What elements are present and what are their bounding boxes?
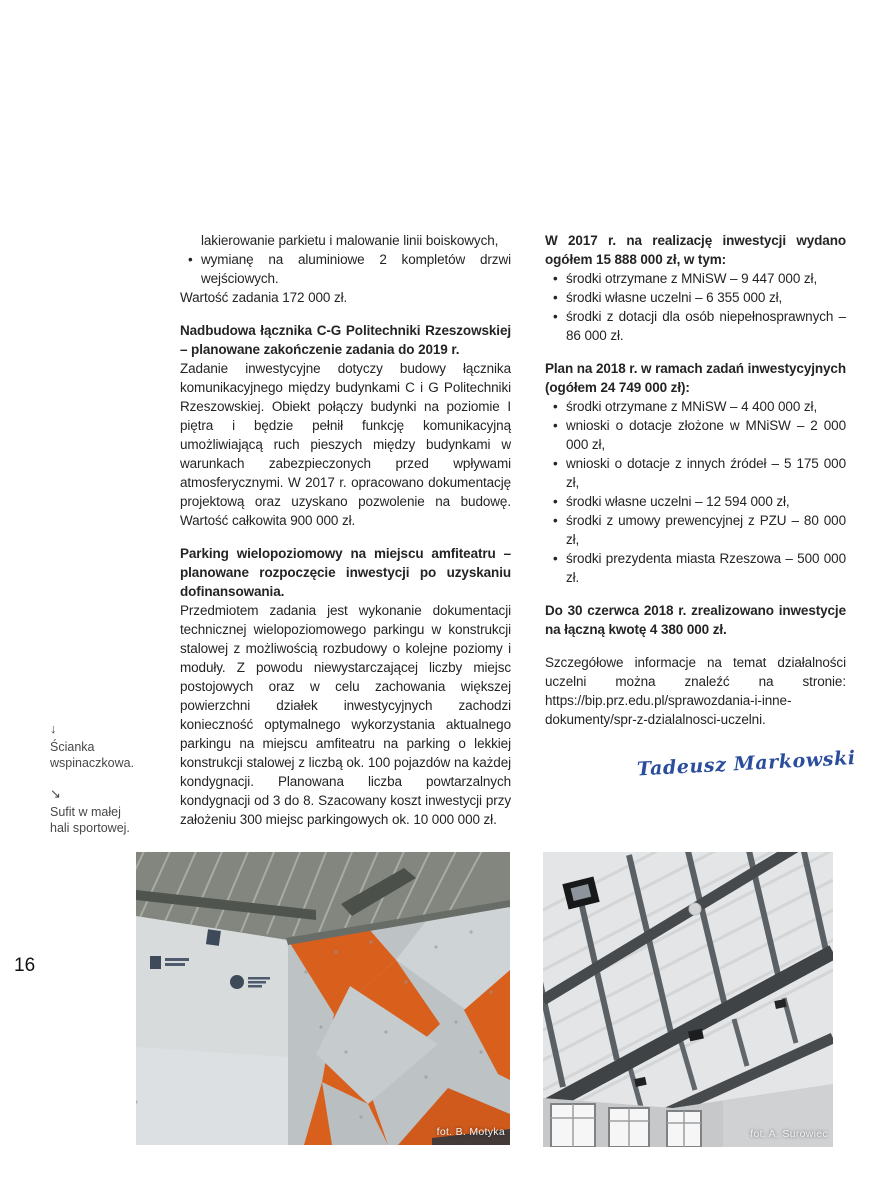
ceiling-illustration (543, 852, 833, 1147)
list-item: • środki otrzymane z MNiSW – 9 447 000 zł, (566, 269, 846, 288)
list-item: • środki z dotacji dla osób niepełnosprawnych – 86 000 zł. (566, 307, 846, 345)
spending-2017-heading: W 2017 r. na realizację inwestycji wydano ogółem 15 888 000 zł, w tym: (545, 233, 846, 267)
photo-credit: fot. A. Surowiec (750, 1128, 828, 1140)
list-item: • środki własne uczelni – 6 355 000 zł, (566, 288, 846, 307)
details-paragraph: Szczegółowe informacje na temat działalności uczelni można znaleźć na stronie: https://bip.prz.edu.pl/sprawozdania-i-inne-dokumenty/spr-z-dzialalnosci-uczelni. (545, 655, 846, 727)
task-value-line: Wartość zadania 172 000 zł. (180, 290, 348, 305)
sports-hall-ceiling-photo (543, 852, 833, 1147)
plan-2018-heading: Plan na 2018 r. w ramach zadań inwestycyjnych (ogółem 24 749 000 zł): (545, 361, 846, 395)
section-body-connector: Zadanie inwestycyjne dotyczy budowy łącznika komunikacyjnego między budynkami C i G Politechniki Rzeszowskiej. Obiekt połączy budynki na poziomie I piętra i będzie pełnił funkcję komunikacyjną umożliwiającą ruch pieszych między budynkami w warunkach zabezpieczonych przed wpływami atmosferycznymi. W 2017 r. opracowano dokumentację projektową oraz uzyskano pozwolenie na budowę. Wartość całkowita 900 000 zł. (180, 361, 511, 528)
climbing-wall-photo (136, 852, 510, 1145)
list-item: • środki z umowy prewencyjnej z PZU – 80 000 zł, (566, 511, 846, 549)
realized-summary: Do 30 czerwca 2018 r. zrealizowano inwestycje na łączną kwotę 4 380 000 zł. (545, 603, 846, 637)
section-heading-connector: Nadbudowa łącznika C-G Politechniki Rzeszowskiej – planowane zakończenie zadania do 2019 r. (180, 323, 511, 357)
section-heading-parking: Parking wielopoziomowy na miejscu amfiteatru – planowane rozpoczęcie inwestycji po uzyskaniu dofinansowania. (180, 546, 511, 599)
spending-2017-list (545, 269, 846, 345)
left-text-column (180, 231, 511, 829)
down-right-arrow-icon: ↘ (50, 786, 61, 801)
section-body-parking: Przedmiotem zadania jest wykonanie dokumentacji technicznej wielopoziomowego parkingu w konstrukcji stalowej z możliwością rozbudowy o kolejne poziomy i moduły. Z powodu niewystarczającej liczby miejsc postojowych oraz w celu zachowania większej powierzchni działek inwestycyjnych zachodzi konieczność optymalnego wykorzystania aktualnego parkingu na miejscu amfiteatru na parking o lekkiej konstrukcji stalowej z liczbą ok. 100 pojazdów na każdej kondygnacji. Planowana liczba powtarzalnych kondygnacji od 3 do 8. Szacowany koszt inwestycji przy założeniu 300 miejsc parkingowych ok. 10 000 000 zł. (180, 603, 511, 827)
windows (551, 1104, 701, 1147)
list-item: • wnioski o dotacje złożone w MNiSW – 2 000 000 zł, (566, 416, 846, 454)
margin-notes (50, 721, 136, 851)
margin-note-climbing-wall (50, 721, 136, 771)
margin-note-ceiling (50, 786, 136, 836)
list-item: • wymianę na aluminiowe 2 kompletów drzwi wejściowych. (201, 250, 511, 288)
list-item-carryover: lakierowanie parkietu i malowanie linii boiskowych, (201, 233, 499, 248)
list-item: • środki własne uczelni – 12 594 000 zł, (566, 492, 846, 511)
list-item: • środki prezydenta miasta Rzeszowa – 500 000 zł. (566, 549, 846, 587)
down-arrow-icon: ↓ (50, 721, 57, 736)
photo-credit: fot. B. Motyka (436, 1126, 505, 1138)
list-item: • wnioski o dotacje z innych źródeł – 5 175 000 zł, (566, 454, 846, 492)
plan-2018-list (545, 397, 846, 587)
rector-signature: Tadeusz Markowski (636, 747, 857, 781)
entrance-works-list (180, 231, 511, 288)
page-number: 16 (14, 955, 36, 976)
right-text-column (545, 231, 857, 781)
climbing-wall-illustration (136, 852, 510, 1145)
margin-note-text: Ścianka wspinaczkowa. (50, 740, 135, 770)
margin-note-text: Sufit w małej hali sportowej. (50, 805, 130, 835)
list-item: • środki otrzymane z MNiSW – 4 400 000 zł, (566, 397, 846, 416)
